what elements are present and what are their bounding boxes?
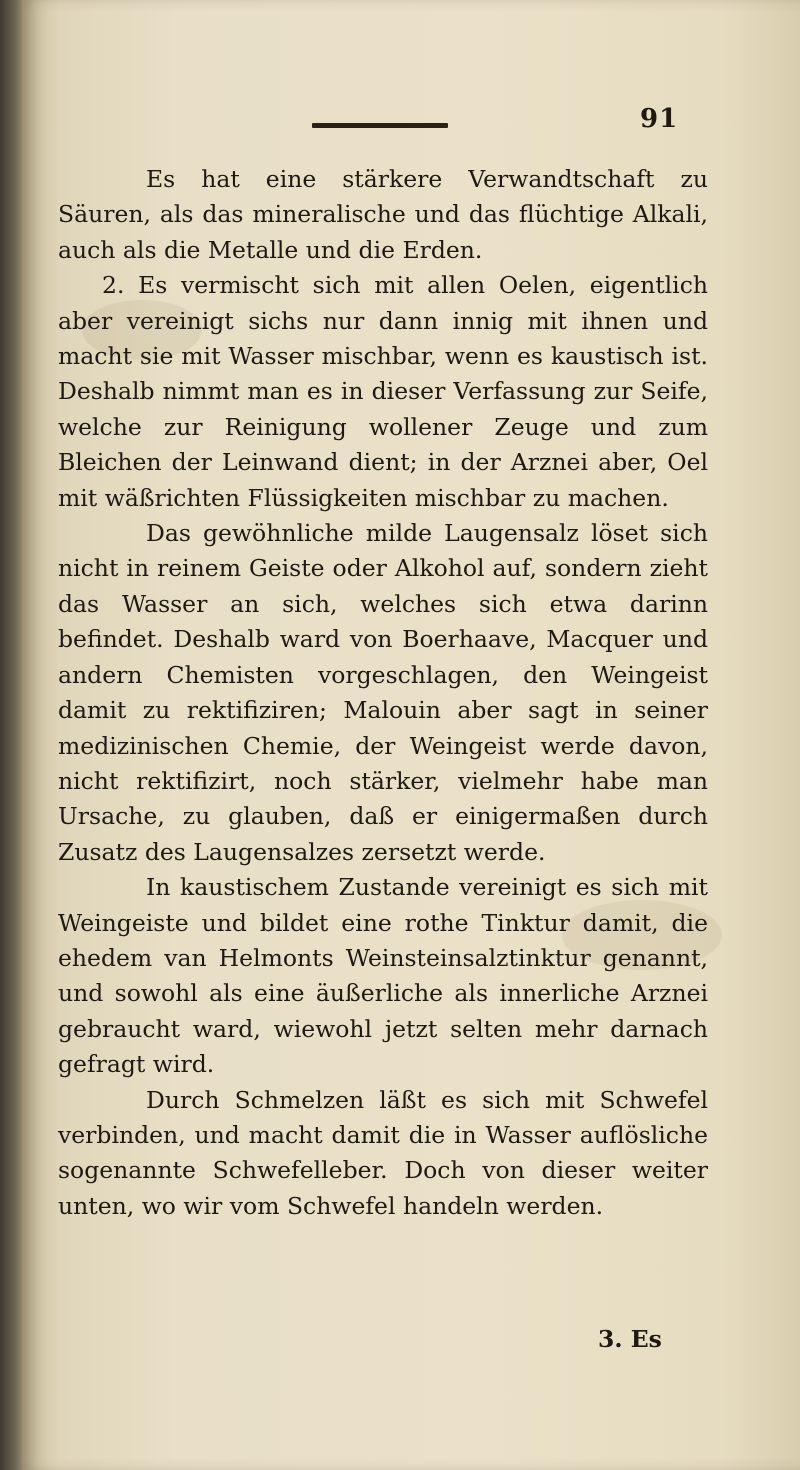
body-text bbox=[58, 162, 708, 1224]
paragraph: Es hat eine stärkere Verwandtschaft zu Säuren, als das mineralische und das flüchtige Alkali, auch als die Metalle und die Erden. bbox=[58, 165, 708, 264]
paragraph: Das gewöhnliche milde Laugensalz löset sich nicht in reinem Geiste oder Alkohol auf, sondern zieht das Wasser an sich, welches sich etwa darinn befindet. Deshalb ward von Boerhaave, Macquer und andern Chemisten vorgeschlagen, den Weingeist damit zu rektifiziren; Malouin aber sagt in seiner medizinischen Chemie, der Weingeist werde davon, nicht rektifizirt, noch stärker, vielmehr habe man Ursache, zu glauben, daß er einigermaßen durch Zusatz des Laugensalzes zersetzt werde. bbox=[58, 519, 708, 866]
paragraph: Durch Schmelzen läßt es sich mit Schwefel verbinden, und macht damit die in Wasser auflösliche sogenannte Schwefelleber. Doch von dieser weiter unten, wo wir vom Schwefel handeln werden. bbox=[58, 1085, 708, 1220]
paragraph: In kaustischem Zustande vereinigt es sich mit Weingeiste und bildet eine rothe Tinktur damit, die ehedem van Helmonts Weinsteinsalztinktur genannt, und sowohl als eine äußerliche als innerliche Arznei gebraucht ward, wiewohl jetzt selten mehr darnach gefragt wird. bbox=[58, 873, 708, 1079]
catchword: 3. Es bbox=[598, 1325, 662, 1353]
page-number: 91 bbox=[640, 104, 679, 134]
header-rule bbox=[312, 123, 448, 128]
paragraph: 2. Es vermischt sich mit allen Oelen, eigentlich aber vereinigt sichs nur dann innig mit ihnen und macht sie mit Wasser mischbar, wenn es kaustisch ist. Deshalb nimmt man es in dieser Verfassung zur Seife, welche zur Reinigung wollener Zeuge und zum Bleichen der Leinwand dient; in der Arznei aber, Oel mit wäßrichten Flüssigkeiten mischbar zu machen. bbox=[58, 271, 708, 512]
